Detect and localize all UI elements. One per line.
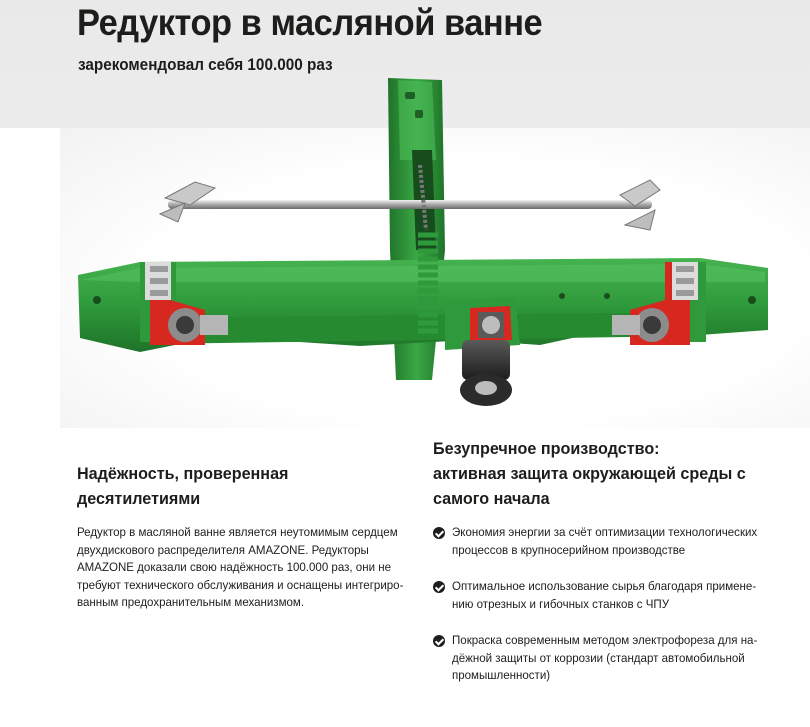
central-gearbox	[445, 298, 520, 406]
body-line: Редуктор в масляной ванне является неутомимым сердцем	[77, 525, 398, 539]
left-section-body	[77, 524, 422, 612]
bullet-line: дёжной защиты от коррозии (стандарт автомобильной	[452, 650, 745, 665]
page-title: Редуктор в масляной ванне	[77, 2, 543, 43]
check-circle-icon	[433, 527, 445, 539]
left-section-heading: Надёжность, проверенная десятилетиями	[77, 464, 289, 508]
bullet-line: нию отрезных и гибочных станков с ЧПУ	[452, 596, 670, 611]
check-circle-icon	[433, 635, 445, 647]
heading-line: активная защита окружающей среды с	[433, 464, 746, 483]
body-line: AMAZONE доказали свою надёжность 100.000 раз, они не	[77, 560, 392, 574]
bullet-line: промышленности)	[452, 668, 551, 682]
bullet-line: процессов в крупносерийном производстве	[452, 542, 686, 557]
right-section-heading	[433, 436, 785, 511]
body-line: требуют технического обслуживания и оснащены интегриро-	[77, 577, 404, 592]
bullet-line: Экономия энергии за счёт оптимизации технологических	[452, 525, 758, 539]
page-subtitle: зарекомендовал себя 100.000 раз	[78, 55, 333, 74]
bullet-line: Оптимальное использование сырья благодаря примене-	[452, 579, 757, 593]
heading-line: Безупречное производство:	[433, 439, 660, 458]
bullet-line: Покраска современным методом электрофореза для на-	[452, 633, 758, 647]
heading-line: самого начала	[433, 489, 550, 508]
check-circle-icon	[433, 581, 445, 593]
body-line: ванным предохранительным механизмом.	[77, 595, 305, 609]
body-line: двухдискового распределителя AMAZONE. Редукторы	[77, 542, 369, 557]
